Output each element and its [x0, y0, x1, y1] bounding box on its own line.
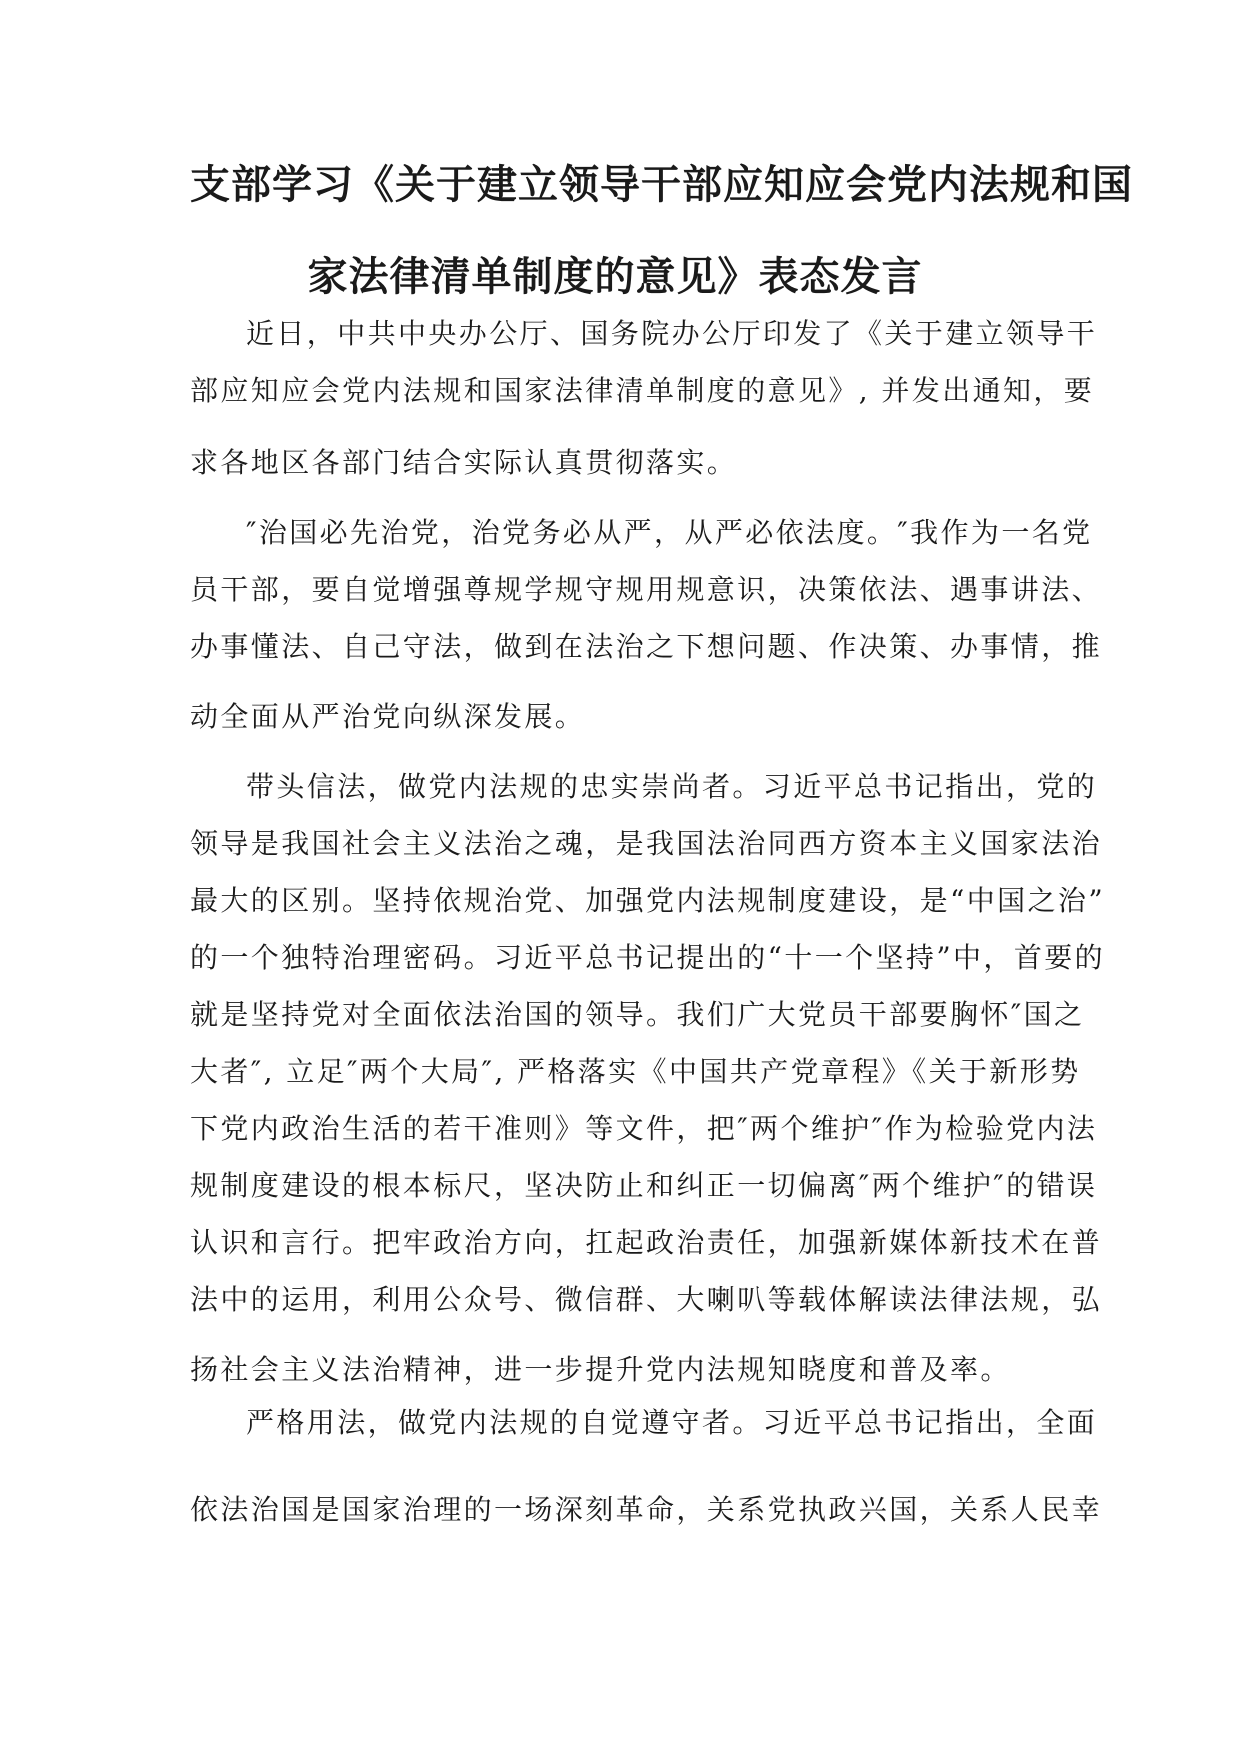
paragraph-line: 下党内政治生活的若干准则》等文件，把″两个维护″作为检验党内法	[190, 1112, 1098, 1145]
paragraph-line: 扬社会主义法治精神，进一步提升党内法规知晓度和普及率。	[190, 1353, 1011, 1386]
paragraph-line: 就是坚持党对全面依法治国的领导。我们广大党员干部要胸怀″国之	[190, 998, 1085, 1031]
paragraph-line: 近日，中共中央办公厅、国务院办公厅印发了《关于建立领导干	[246, 317, 1098, 350]
paragraph-line: 最大的区别。坚持依规治党、加强党内法规制度建设，是“中国之治”	[190, 884, 1106, 917]
paragraph-line: 大者″, 立足″两个大局″, 严格落实《中国共产党章程》《关于新形势	[190, 1055, 1081, 1088]
paragraph-line: 求各地区各部门结合实际认真贯彻落实。	[190, 446, 738, 479]
paragraph-line: 依法治国是国家治理的一场深刻革命，关系党执政兴国，关系人民幸	[190, 1493, 1103, 1526]
paragraph-line: 严格用法，做党内法规的自觉遵守者。习近平总书记指出，全面	[246, 1406, 1098, 1439]
document-title-line-2: 家法律清单制度的意见》表态发言	[307, 254, 923, 300]
paragraph-line: 的一个独特治理密码。习近平总书记提出的“十一个坚持”中，首要的	[190, 941, 1106, 974]
paragraph-line: 办事懂法、自己守法，做到在法治之下想问题、作决策、办事情，推	[190, 630, 1103, 663]
paragraph-line: 部应知应会党内法规和国家法律清单制度的意见》, 并发出通知，要	[190, 374, 1095, 407]
paragraph-line: 规制度建设的根本标尺，坚决防止和纠正一切偏离″两个维护″的错误	[190, 1169, 1098, 1202]
document-title-line-1: 支部学习《关于建立领导干部应知应会党内法规和国	[190, 162, 1133, 208]
paragraph-line: 法中的运用，利用公众号、微信群、大喇叭等载体解读法律法规，弘	[190, 1283, 1103, 1316]
paragraph-line: 认识和言行。把牢政治方向，扛起政治责任，加强新媒体新技术在普	[190, 1226, 1103, 1259]
paragraph-line: ″治国必先治党，治党务必从严，从严必依法度。″我作为一名党	[246, 516, 1093, 549]
paragraph-line: 领导是我国社会主义法治之魂，是我国法治同西方资本主义国家法治	[190, 827, 1103, 860]
paragraph-line: 员干部，要自觉增强尊规学规守规用规意识，决策依法、遇事讲法、	[190, 573, 1103, 606]
paragraph-line: 动全面从严治党向纵深发展。	[190, 700, 586, 733]
paragraph-line: 带头信法，做党内法规的忠实崇尚者。习近平总书记指出，党的	[246, 770, 1098, 803]
